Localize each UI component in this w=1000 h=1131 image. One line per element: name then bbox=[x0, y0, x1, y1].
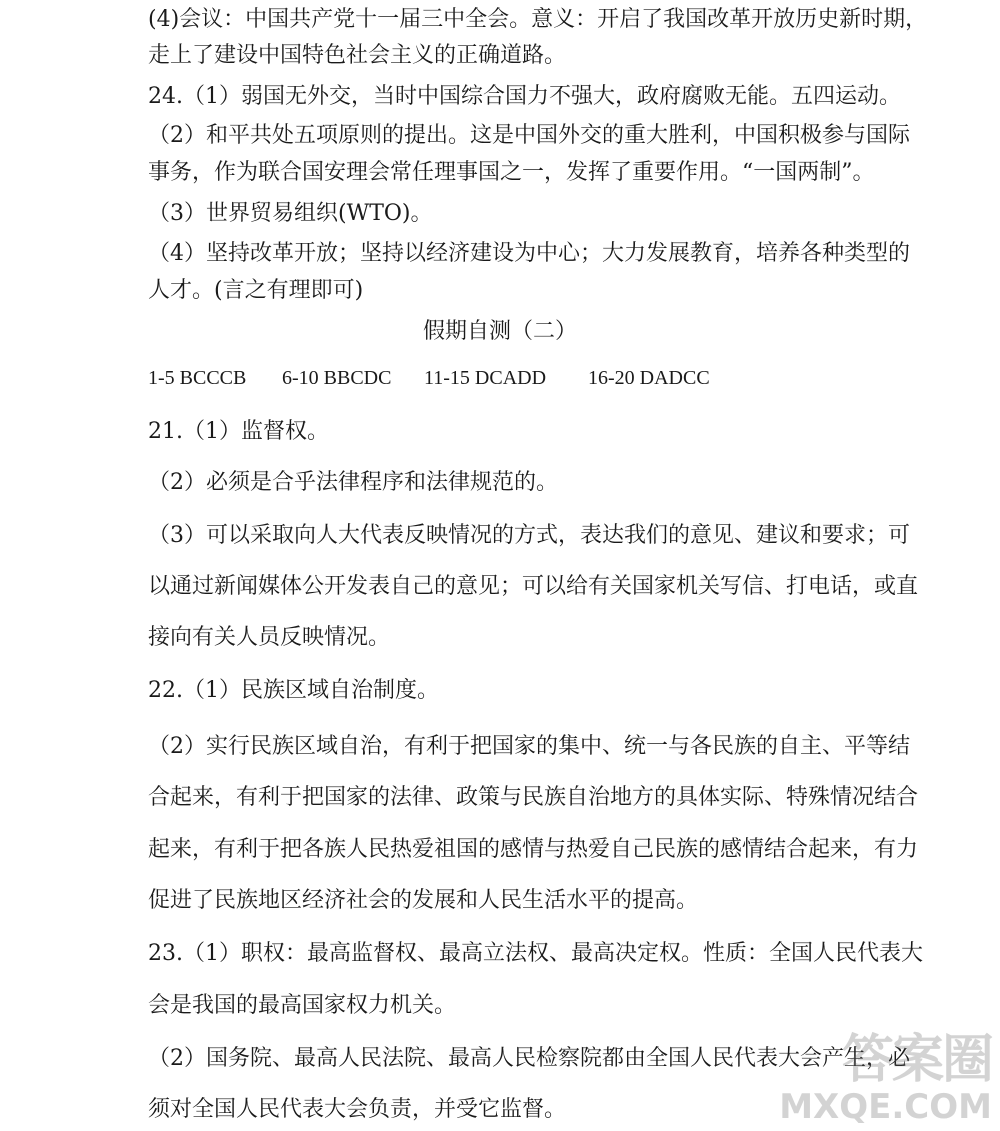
text-line: （2）和平共处五项原则的提出。这是中国外交的重大胜利，中国积极参与国际 bbox=[148, 123, 910, 148]
answer-group: 1-5 BCCCB bbox=[148, 367, 247, 389]
text-line: 须对全国人民代表大会负责，并受它监督。 bbox=[148, 1097, 567, 1122]
answer-group: 16-20 DADCC bbox=[588, 367, 710, 389]
text-line: 合起来，有利于把国家的法律、政策与民族自治地方的具体实际、特殊情况结合 bbox=[148, 785, 919, 810]
text-line: (4)会议：中国共产党十一届三中全会。意义：开启了我国改革开放历史新时期， bbox=[148, 7, 928, 32]
text-line: （3）世界贸易组织(WTO)。 bbox=[148, 201, 433, 226]
section-title: 假期自测（二） bbox=[422, 319, 577, 344]
text-line: 事务，作为联合国安理会常任理事国之一，发挥了重要作用。“一国两制”。 bbox=[148, 160, 875, 185]
text-line: 会是我国的最高国家权力机关。 bbox=[148, 993, 457, 1018]
text-line: （2）必须是合乎法律程序和法律规范的。 bbox=[148, 470, 558, 495]
text-line: （2）国务院、最高人民法院、最高人民检察院都由全国人民代表大会产生，必 bbox=[148, 1046, 910, 1071]
text-line: 21.（1）监督权。 bbox=[148, 419, 329, 444]
text-line: 起来，有利于把各族人民热爱祖国的感情与热爱自己民族的感情结合起来，有力 bbox=[148, 837, 919, 862]
text-line: （4）坚持改革开放；坚持以经济建设为中心；大力发展教育，培养各种类型的 bbox=[148, 241, 910, 266]
answer-group: 11-15 DCADD bbox=[424, 367, 547, 389]
text-line: （3）可以采取向人大代表反映情况的方式，表达我们的意见、建议和要求；可 bbox=[148, 523, 910, 548]
answer-group: 6-10 BBCDC bbox=[282, 367, 392, 389]
text-line: 人才。(言之有理即可) bbox=[148, 278, 364, 303]
text-line: 促进了民族地区经济社会的发展和人民生活水平的提高。 bbox=[148, 888, 699, 913]
text-line: 22.（1）民族区域自治制度。 bbox=[148, 678, 439, 703]
text-line: 23.（1）职权：最高监督权、最高立法权、最高决定权。性质：全国人民代表大 bbox=[148, 941, 923, 966]
text-line: （2）实行民族区域自治，有利于把国家的集中、统一与各民族的自主、平等结 bbox=[148, 734, 910, 759]
watermark-site: MXQE.COM bbox=[779, 1087, 992, 1127]
text-line: 24.（1）弱国无外交，当时中国综合国力不强大，政府腐败无能。五四运动。 bbox=[148, 84, 901, 109]
text-line: 接向有关人员反映情况。 bbox=[148, 625, 391, 650]
text-line: 走上了建设中国特色社会主义的正确道路。 bbox=[148, 43, 567, 68]
watermark bbox=[779, 1017, 992, 1127]
watermark-logo: 答案圈 bbox=[841, 1030, 992, 1090]
text-line: 以通过新闻媒体公开发表自己的意见；可以给有关国家机关写信、打电话，或直 bbox=[148, 574, 919, 599]
